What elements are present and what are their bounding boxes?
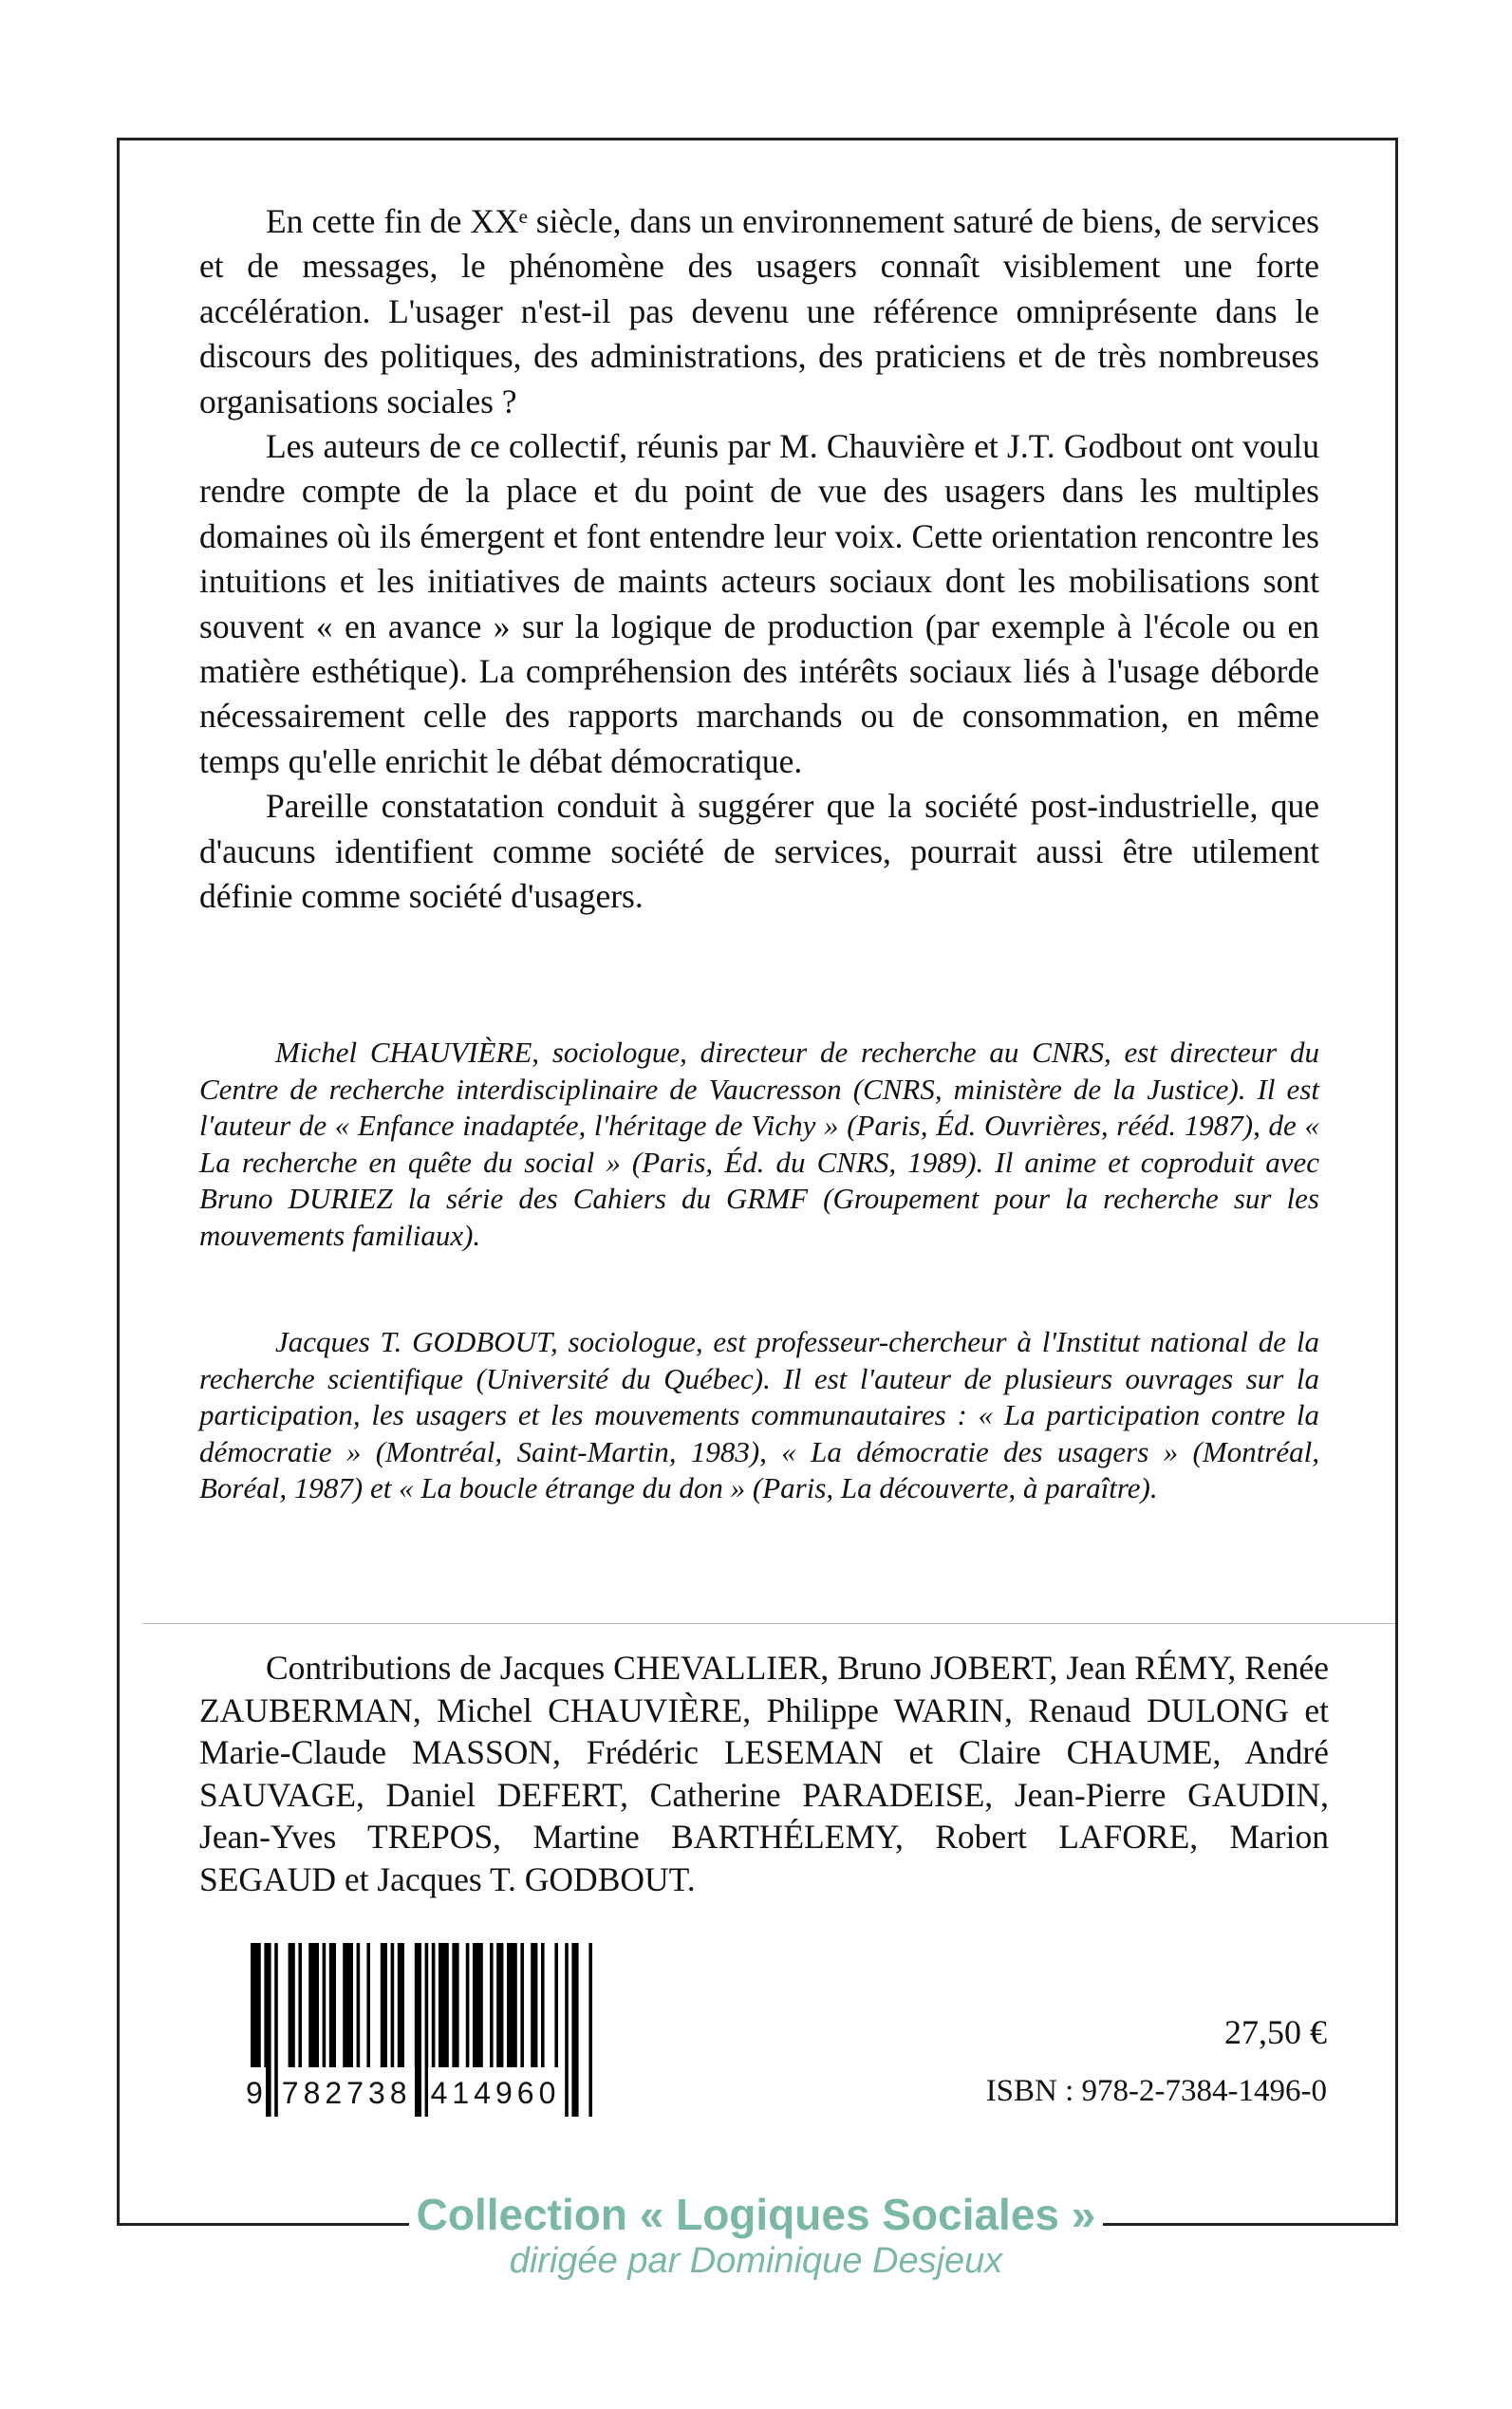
intro-text <box>199 199 1319 920</box>
bio-godbout-text: Jacques T. GODBOUT, sociologue, est professeur-chercheur à l'Institut national de la recherche scientifique (Université du Québec). Il est l'auteur de plusieurs ouvrages sur la participation, les usagers et les mouvements communautaires : « La participation contre la démocratie » (Montréal, Saint-Martin, 1983), « La démocratie des usagers » (Montréal, Boréal, 1987) et « La boucle étrange du don » (Paris, La découverte, à paraître). <box>199 1325 1319 1504</box>
author-bio-godbout <box>199 1324 1319 1507</box>
barcode-digits <box>245 2067 596 2119</box>
collection-title-text: Collection « Logiques Sociales » <box>409 2190 1104 2239</box>
section-divider <box>142 1623 1395 1625</box>
intro-paragraph-1: En cette fin de XXᵉ siècle, dans un environnement saturé de biens, de services et de messages, le phénomène des usagers connaît visiblement une forte accélération. L'usager n'est-il pas devenu une référence omniprésente dans le discours des politiques, des administrations, des praticiens et de très nombreuses organisations sociales ? <box>199 202 1319 420</box>
bio-chauviere-text: Michel CHAUVIÈRE, sociologue, directeur de recherche au CNRS, est directeur du Centre de recherche interdisciplinaire de Vaucresson (CNRS, ministère de la Justice). Il est l'auteur de « Enfance inadaptée, l'héritage de Vichy » (Paris, Éd. Ouvrières, rééd. 1987), de « La recherche en quête du social » (Paris, Éd. du CNRS, 1989). Il anime et coproduit avec Bruno DURIEZ la série des Cahiers du GRMF (Groupement pour la recherche sur les mouvements familiaux). <box>199 1036 1319 1252</box>
collection-title <box>0 2188 1512 2241</box>
intro-paragraph-3: Pareille constatation conduit à suggérer que la société post-industrielle, que d'aucuns identifient comme société de services, pourrait aussi être utilement définie comme société d'usagers. <box>199 787 1319 916</box>
barcode-digit-first: 9 <box>243 2067 266 2119</box>
barcode-digits-left: 782738 <box>279 2067 415 2119</box>
intro-paragraph-2: Les auteurs de ce collectif, réunis par M. Chauvière et J.T. Godbout ont voulu rendre compte de la place et du point de vue des usagers dans les multiples domaines où ils émergent et font entendre leur voix. Cette orientation rencontre les intuitions et les initiatives de maints acteurs sociaux dont les mobilisations sont souvent « en avance » sur la logique de production (par exemple à l'école ou en matière esthétique). La compréhension des intérêts sociaux liés à l'usage déborde nécessairement celle des rapports marchands ou de consommation, en même temps qu'elle enrichit le débat démocratique. <box>199 427 1319 780</box>
collection-director: dirigée par Dominique Desjeux <box>509 2241 1003 2281</box>
barcode-digits-right: 414960 <box>428 2067 564 2119</box>
contributors-text: Contributions de Jacques CHEVALLIER, Bruno JOBERT, Jean RÉMY, Renée ZAUBERMAN, Michel CHAUVIÈRE, Philippe WARIN, Renaud DULONG et Marie-Claude MASSON, Frédéric LESEMAN et Claire CHAUME, André SAUVAGE, Daniel DEFERT, Catherine PARADEISE, Jean-Pierre GAUDIN, Jean-Yves TREPOS, Martine BARTHÉLEMY, Robert LAFORE, Marion SEGAUD et Jacques T. GODBOUT. <box>199 1649 1329 1898</box>
author-bio-chauviere <box>199 1035 1319 1254</box>
price: 27,50 € <box>1224 2013 1327 2051</box>
isbn: ISBN : 978-2-7384-1496-0 <box>985 2074 1327 2108</box>
contributors <box>199 1647 1329 1900</box>
